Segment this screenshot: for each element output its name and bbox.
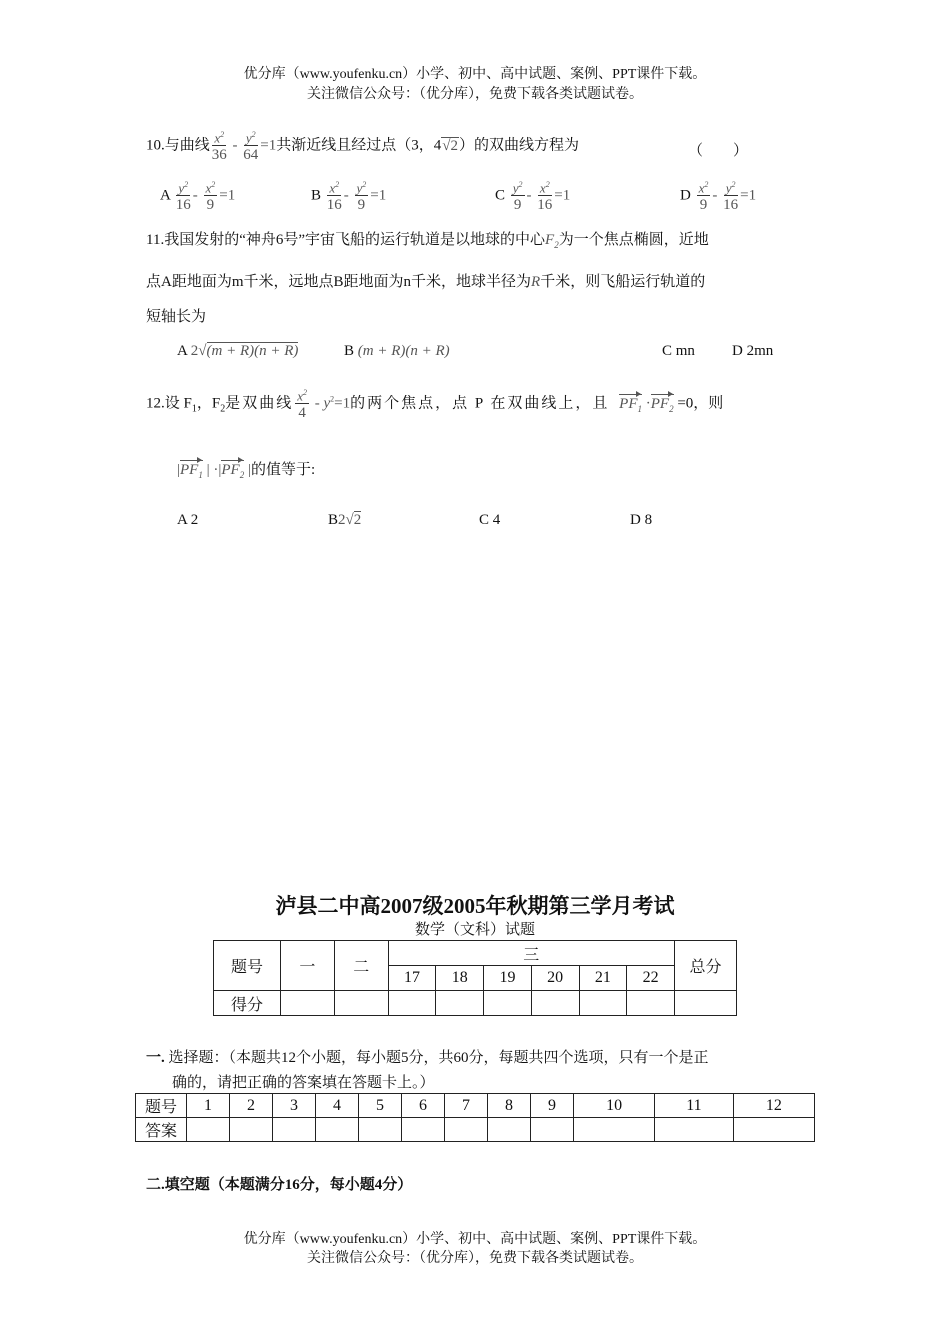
answer-cell-12[interactable] bbox=[733, 1118, 814, 1142]
q10-option-c: C $\frac{y^2}{9}$ - $\frac{x^2}{16}$ =1 bbox=[495, 180, 571, 214]
answer-cell-7[interactable] bbox=[445, 1118, 488, 1142]
q11-option-b: B (m + R)(n + R) bbox=[344, 343, 450, 359]
answer-table bbox=[135, 1093, 815, 1142]
question-10: 10.与曲线 $\frac{x^2}{36}$ - $\frac{y^2}{64}$ =1共渐近线且经过点（3，4√2）的双曲线方程为 bbox=[146, 130, 579, 164]
answer-number-11: 11 bbox=[655, 1094, 733, 1118]
score-table bbox=[213, 940, 737, 1016]
score-total: 总分 bbox=[674, 941, 736, 991]
q10-option-b: B $\frac{x^2}{16}$ - $\frac{y^2}{9}$ =1 bbox=[311, 180, 387, 214]
q10-suffix: ）的双曲线方程为 bbox=[458, 137, 579, 154]
q10-answer-paren: （ ） bbox=[688, 143, 749, 159]
q12-option-c: C 4 bbox=[479, 512, 501, 528]
answer-cell-5[interactable] bbox=[359, 1118, 402, 1142]
score-col-1: 一 bbox=[281, 941, 335, 991]
answer-cell-6[interactable] bbox=[402, 1118, 445, 1142]
section-1-heading: 一. 选择题：（本题共12个小题，每小题5分，共60分，每题共四个选项，只有一个是正 bbox=[146, 1050, 709, 1066]
answer-number-1: 1 bbox=[187, 1094, 230, 1118]
score-label-no: 题号 bbox=[214, 941, 281, 991]
q10-middle: 共渐近线且经过点（3，4 bbox=[276, 137, 442, 154]
answer-label-no: 题号 bbox=[136, 1094, 187, 1118]
q10-prefix: 10.与曲线 bbox=[146, 137, 210, 154]
score-col-18: 18 bbox=[436, 966, 484, 991]
score-label-score: 得分 bbox=[214, 991, 281, 1016]
answer-number-10: 10 bbox=[574, 1094, 655, 1118]
q10-sqrt: √2 bbox=[442, 137, 458, 154]
answer-cell-2[interactable] bbox=[230, 1118, 273, 1142]
answer-cell-10[interactable] bbox=[574, 1118, 655, 1142]
answer-number-4: 4 bbox=[316, 1094, 359, 1118]
answer-number-2: 2 bbox=[230, 1094, 273, 1118]
score-cell[interactable] bbox=[579, 991, 627, 1016]
answer-cell-1[interactable] bbox=[187, 1118, 230, 1142]
q11-focus: $F_2$ bbox=[545, 232, 559, 250]
section-1-text-2: 确的，请把正确的答案填在答题卡上。） bbox=[172, 1075, 435, 1091]
exam-title: 泸县二中高2007级2005年秋期第三学月考试 bbox=[275, 894, 675, 918]
score-col-20: 20 bbox=[531, 966, 579, 991]
q12-option-d: D 8 bbox=[630, 512, 653, 528]
footer-line-1: 优分库（www.youfenku.cn）小学、初中、高中试题、案例、PPT课件下载。 bbox=[243, 1232, 707, 1247]
q11-option-a: A 2√(m + R)(n + R) bbox=[177, 343, 299, 359]
q12-line-1: 12.设 $F_1$，$F_2$是双曲线 $\frac{x^2}{4}$ - $y^2=1$的两个焦点，点 P 在双曲线上，且 $PF_1 \cdot PF_2 =0$，则 bbox=[146, 388, 724, 422]
score-cell[interactable] bbox=[484, 991, 532, 1016]
q11-option-c: C mn bbox=[662, 343, 695, 359]
answer-cell-11[interactable] bbox=[655, 1118, 733, 1142]
footer-line-2: 关注微信公众号：（优分库），免费下载各类试题试卷。 bbox=[307, 1251, 643, 1266]
score-col-17: 17 bbox=[388, 966, 436, 991]
q12-option-a: A 2 bbox=[177, 512, 199, 528]
header-line-2: 关注微信公众号：（优分库），免费下载各类试题试卷。 bbox=[307, 87, 643, 102]
answer-number-5: 5 bbox=[359, 1094, 402, 1118]
score-cell[interactable] bbox=[674, 991, 736, 1016]
q11-line-2: 点A距地面为m千米，远地点B距地面为n千米，地球半径为R千米，则飞船运行轨道的 bbox=[146, 274, 706, 290]
answer-cell-4[interactable] bbox=[316, 1118, 359, 1142]
header-line-1: 优分库（www.youfenku.cn）小学、初中、高中试题、案例、PPT课件下载。 bbox=[243, 67, 707, 82]
score-col-19: 19 bbox=[484, 966, 532, 991]
answer-cell-8[interactable] bbox=[488, 1118, 531, 1142]
score-col-22: 22 bbox=[627, 966, 675, 991]
q11-option-d: D 2mn bbox=[732, 343, 774, 359]
answer-number-3: 3 bbox=[273, 1094, 316, 1118]
score-col-2: 二 bbox=[334, 941, 388, 991]
answer-label-ans: 答案 bbox=[136, 1118, 187, 1142]
q10-fraction-1: $\frac{x^2}{36}$ bbox=[211, 130, 227, 164]
answer-number-7: 7 bbox=[445, 1094, 488, 1118]
q12-option-b: B2√2 bbox=[328, 512, 362, 528]
answer-cell-3[interactable] bbox=[273, 1118, 316, 1142]
answer-number-6: 6 bbox=[402, 1094, 445, 1118]
answer-cell-9[interactable] bbox=[531, 1118, 574, 1142]
answer-number-8: 8 bbox=[488, 1094, 531, 1118]
score-cell[interactable] bbox=[334, 991, 388, 1016]
score-col-21: 21 bbox=[579, 966, 627, 991]
answer-number-9: 9 bbox=[531, 1094, 574, 1118]
score-cell[interactable] bbox=[627, 991, 675, 1016]
score-group-3: 三 bbox=[388, 941, 674, 966]
score-cell[interactable] bbox=[531, 991, 579, 1016]
q10-fraction-2: $\frac{y^2}{64}$ bbox=[243, 130, 259, 164]
q11-line-1: 11.我国发射的“神舟6号”宇宙飞船的运行轨道是以地球的中心$F_2$为一个焦点椭圆，近地 bbox=[146, 232, 709, 250]
score-cell[interactable] bbox=[436, 991, 484, 1016]
q12-line-2: $|PF_1$ | $\cdot|PF_2$ |的值等于: bbox=[177, 462, 316, 480]
score-cell[interactable] bbox=[281, 991, 335, 1016]
q10-option-d: D $\frac{x^2}{9}$ - $\frac{y^2}{16}$ =1 bbox=[680, 180, 757, 214]
section-2-heading: 二.填空题（本题满分16分，每小题4分） bbox=[146, 1177, 413, 1193]
q10-option-a: A $\frac{y^2}{16}$ - $\frac{x^2}{9}$ =1 bbox=[160, 180, 236, 214]
q11-line-3: 短轴长为 bbox=[146, 309, 207, 325]
exam-subtitle: 数学（文科）试题 bbox=[414, 922, 535, 938]
answer-number-12: 12 bbox=[733, 1094, 814, 1118]
score-cell[interactable] bbox=[388, 991, 436, 1016]
